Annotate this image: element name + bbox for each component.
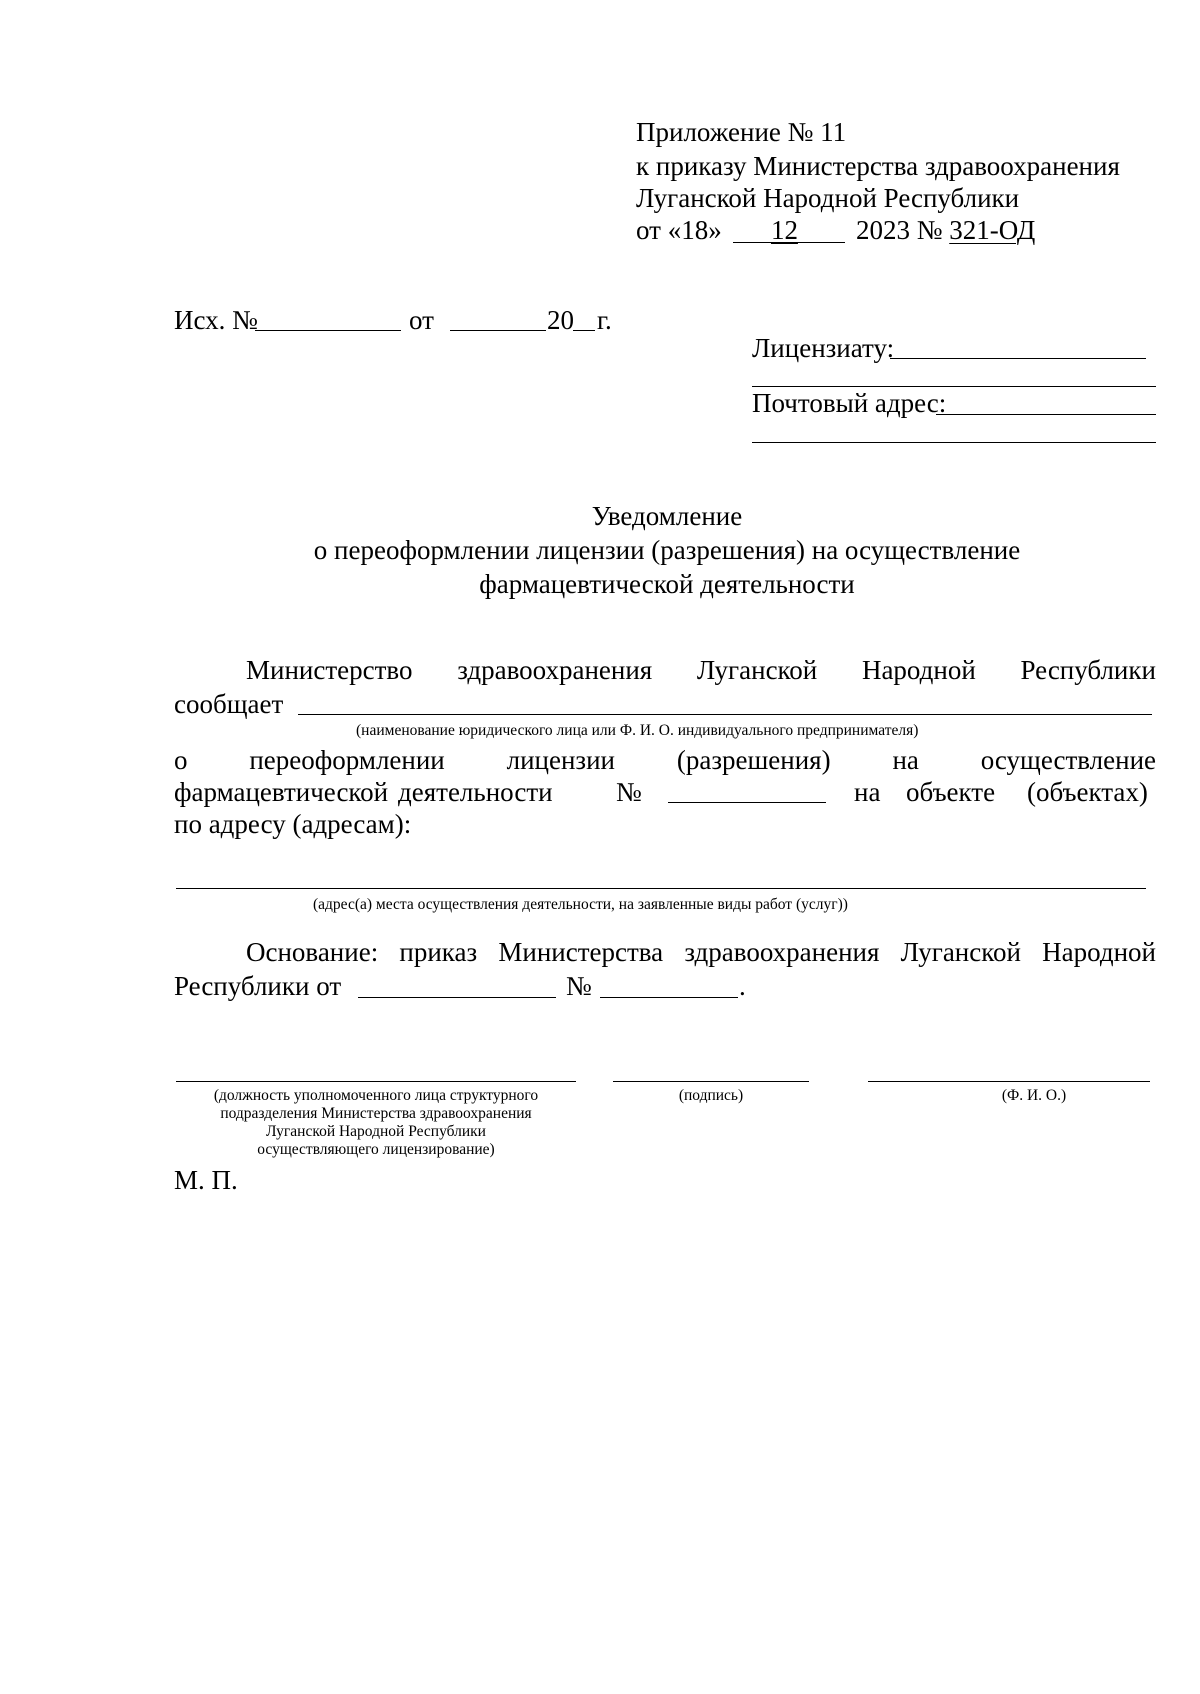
appendix-order-number: 321-ОД (949, 215, 1036, 245)
basis-word: Луганской (900, 937, 1021, 967)
basis-number-blank[interactable] (600, 997, 738, 998)
postal-address-label: Почтовый адрес: (752, 388, 947, 418)
p2-word: о (174, 745, 188, 775)
position-blank[interactable] (176, 1081, 576, 1082)
outgoing-date-blank[interactable] (450, 330, 546, 331)
outgoing-year-suffix: г. (597, 305, 612, 335)
p3-mid: деятельности (398, 777, 553, 807)
basis-word: Народной (1042, 937, 1156, 967)
basis-word: Министерства (498, 937, 664, 967)
signature-blank[interactable] (613, 1081, 809, 1082)
outgoing-number-blank[interactable] (255, 330, 401, 331)
outgoing-year-blank[interactable] (573, 330, 595, 331)
p2-word: на (892, 745, 919, 775)
p1-word: здравоохранения (457, 655, 653, 685)
body-paragraph-2 (174, 744, 1156, 776)
appendix-date-month: 12 (770, 215, 798, 245)
appendix-line-1: Приложение № 11 (636, 117, 847, 147)
appendix-date-prefix: от «18» (636, 215, 722, 245)
entity-caption: (наименование юридического лица или Ф. И. О. индивидуального предпринимателя) (356, 722, 919, 739)
address-blank[interactable] (176, 888, 1146, 889)
p2-word: переоформлении (249, 745, 445, 775)
p3-num-sign: № (616, 777, 642, 807)
basis-word: приказ (399, 937, 478, 967)
postal-address-blank[interactable] (936, 414, 1156, 415)
basis-word: Основание: (246, 937, 379, 967)
reports-word: сообщает (174, 689, 284, 719)
p1-word: Республики (1020, 655, 1156, 685)
basis-line-1 (246, 936, 1156, 968)
p4-address: по адресу (адресам): (174, 809, 412, 839)
stamp-place: М. П. (174, 1165, 238, 1195)
license-number-blank[interactable] (668, 802, 826, 803)
appendix-date-year: 2023 № (855, 215, 943, 245)
body-paragraph-1 (246, 654, 1156, 686)
p2-word: (разрешения) (676, 745, 831, 775)
outgoing-from-label: от (409, 305, 434, 335)
doc-title: Уведомление (591, 501, 743, 531)
outgoing-year-prefix: 20 (547, 305, 574, 335)
p1-word: Народной (861, 655, 976, 685)
basis-end: . (739, 971, 746, 1001)
p3-word: (объектах) (1027, 777, 1148, 807)
address-caption: (адрес(а) места осуществления деятельности, на заявленные виды работ (услуг)) (313, 896, 848, 913)
doc-subtitle-1: о переоформлении лицензии (разрешения) на осуществление (313, 535, 1021, 565)
entity-name-blank[interactable] (298, 714, 1152, 715)
p2-word: лицензии (506, 745, 615, 775)
licensee-label: Лицензиату: (752, 333, 895, 363)
date-month-underline (733, 242, 845, 243)
basis-word: здравоохранения (684, 937, 880, 967)
licensee-blank[interactable] (890, 358, 1146, 359)
p2-word: осуществление (980, 745, 1156, 775)
signature-caption: (подпись) (678, 1087, 744, 1104)
basis-num-sign: № (566, 971, 592, 1001)
appendix-line-2: к приказу Министерства здравоохранения (636, 151, 1120, 181)
p3-word: объекте (906, 777, 996, 807)
p3-word: на (854, 777, 881, 807)
p3-left: фармацевтической (174, 777, 389, 807)
full-name-caption: (Ф. И. О.) (1001, 1087, 1067, 1104)
basis-date-blank[interactable] (358, 997, 556, 998)
p1-word: Министерство (246, 655, 413, 685)
appendix-line-3: Луганской Народной Республики (636, 183, 1020, 213)
postal-address-blank-2[interactable] (752, 442, 1156, 443)
p1-word: Луганской (696, 655, 818, 685)
full-name-blank[interactable] (868, 1081, 1150, 1082)
position-caption: (должность уполномоченного лица структурного подразделения Министерства здравоохранения Луганской Народной Республики осуществляющего лицензирование) (213, 1087, 539, 1158)
basis-line-2-prefix: Республики от (174, 971, 342, 1001)
doc-subtitle-2: фармацевтической деятельности (479, 569, 855, 599)
outgoing-label: Исх. № (174, 305, 258, 335)
